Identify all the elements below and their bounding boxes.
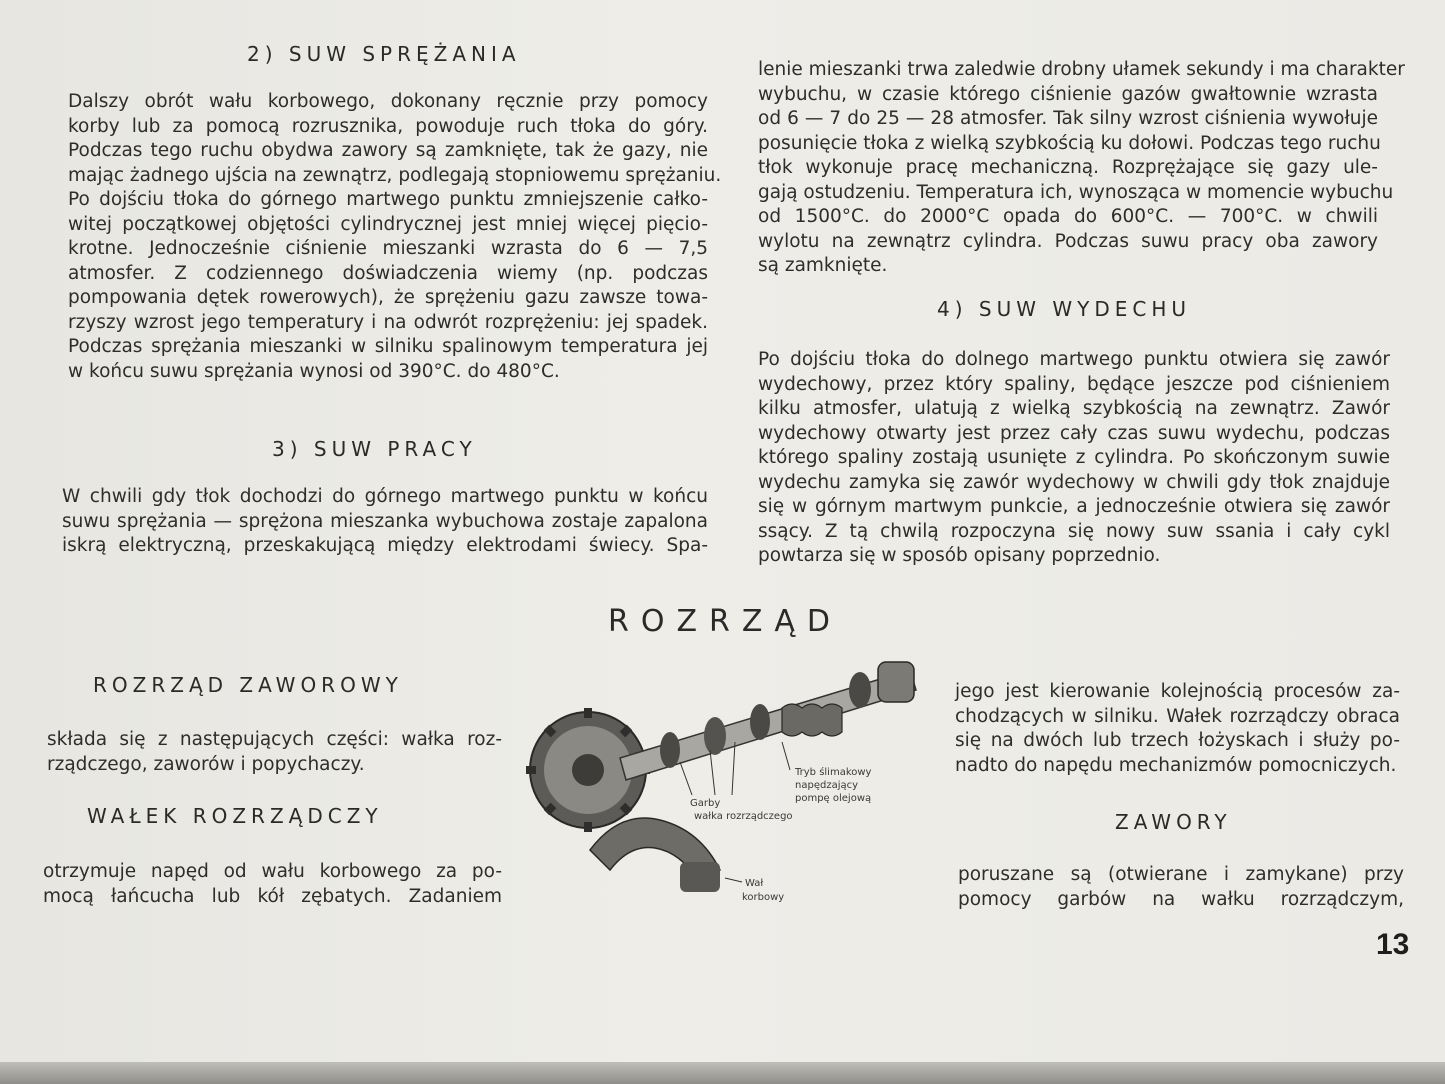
text-line: krotne. Jednocześnie ciśnienie mieszanki wzrasta do 6 — 7,5 — [68, 238, 708, 259]
label-garby-line1: Garby — [690, 798, 721, 809]
text-line: wybuchu, w czasie którego ciśnienie gazów gwałtownie wzrasta — [758, 83, 1378, 105]
text-line: pomocy garbów na wałku rozrządczym, — [958, 888, 1404, 910]
label-tryb-line2: napędzający — [795, 780, 859, 791]
text-line: Podczas sprężania mieszanki w silniku spalinowym temperatura jej — [68, 336, 708, 357]
text-line: nadto do napędu mechanizmów pomocniczych. — [955, 754, 1397, 776]
text-line: witej początkowej objętości cylindrycznej jest mniej więcej pięcio- — [68, 213, 708, 235]
paragraph-rozrzad-zaworowy — [47, 728, 502, 777]
paragraph-suw-sprezania — [68, 90, 722, 384]
paragraph-walek-zadanie — [955, 680, 1400, 778]
paragraph-zawory — [958, 863, 1404, 912]
text-line: w końcu suwu sprężania wynosi od 390°C. do 480°C. — [68, 360, 560, 382]
text-line: się w górnym martwym punkcie, a jednocześnie otwiera się zawór — [758, 496, 1390, 517]
text-line: składa się z następujących części: wałka roz- — [47, 729, 502, 750]
text-line: poruszane są (otwierane i zamykane) przy — [958, 864, 1404, 885]
heading-rozrzad: ROZRZĄD — [608, 604, 843, 639]
paragraph-suw-pracy-continued — [758, 58, 1405, 279]
text-line: rzyszy wzrost jego temperatury i na odwrót rozprężeniu: jej spadek. — [68, 311, 708, 333]
text-line: Po dojściu tłoka do górnego martwego punktu zmniejszenie całko- — [68, 189, 708, 210]
text-line: się na dwóch lub trzech łożyskach i służy po- — [955, 730, 1400, 751]
text-line: jego jest kierowanie kolejnością procesów za- — [955, 681, 1400, 702]
heading-suw-pracy: 3) SUW PRACY — [272, 437, 477, 461]
text-line: ssący. Z tą chwilą rozpoczyna się nowy suw ssania i cały cykl — [758, 520, 1390, 542]
heading-suw-wydechu: 4) SUW WYDECHU — [937, 297, 1192, 321]
paragraph-suw-pracy — [62, 485, 708, 559]
text-line: rządczego, zaworów i popychaczy. — [47, 753, 365, 775]
label-garby-line2: wałka rozrządczego — [694, 811, 793, 822]
text-line: gają ostudzeniu. Temperatura ich, wynosząca w momencie wybuchu — [758, 181, 1394, 203]
text-line: otrzymuje napęd od wału korbowego za po- — [43, 861, 502, 882]
text-line: którego spaliny zostają usunięte z cylindra. Po skończonym suwie — [758, 447, 1390, 468]
camshaft-icon — [620, 662, 916, 780]
heading-suw-sprezania: 2) SUW SPRĘŻANIA — [247, 42, 521, 66]
text-line: Dalszy obrót wału korbowego, dokonany ręcznie przy pomocy — [68, 91, 708, 112]
text-line: wydechowy otwarty jest przez cały czas suwu wydechu, podczas — [758, 422, 1390, 444]
text-line: iskrą elektryczną, przeskakującą między elektrodami świecy. Spa- — [62, 535, 708, 556]
label-wal-line2: korbowy — [742, 892, 785, 903]
crankshaft-icon — [590, 818, 720, 892]
text-line: tłok wykonuje pracę mechaniczną. Rozprężające się gazy ule- — [758, 157, 1378, 178]
text-line: wylotu na zewnątrz cylindra. Podczas suwu pracy oba zawory — [758, 230, 1378, 252]
text-line: kilku atmosfer, ulatują z wielką szybkością na zewnątrz. Zawór — [758, 398, 1390, 419]
text-line: mając żadnego ujścia na zewnątrz, podlegają stopniowemu sprężaniu. — [68, 164, 722, 186]
text-line: powtarza się w sposób opisany poprzednio. — [758, 545, 1161, 566]
camshaft-illustration — [520, 650, 940, 920]
text-line: wydechu zamyka się zawór wydechowy w chwili gdy tłok znajduje — [758, 471, 1390, 493]
text-line: suwu sprężania — sprężona mieszanka wybuchowa zostaje zapalona — [62, 510, 708, 532]
text-line: pompowania dętek rowerowych), że sprężeniu gazu zawsze towa- — [68, 287, 708, 308]
text-line: mocą łańcucha lub kół zębatych. Zadaniem — [43, 885, 502, 907]
text-line: są zamknięte. — [758, 255, 888, 276]
text-line: korby lub za pomocą rozrusznika, powoduje ruch tłoka do góry. — [68, 115, 708, 137]
text-line: atmosfer. Z codziennego doświadczenia wiemy (np. podczas — [68, 262, 708, 284]
paragraph-walek-rozrzadczy — [43, 860, 502, 909]
paragraph-suw-wydechu — [758, 348, 1390, 569]
text-line: Podczas tego ruchu obydwa zawory są zamknięte, tak że gazy, nie — [68, 140, 708, 161]
text-line: posunięcie tłoka z wielką szybkością ku dołowi. Podczas tego ruchu — [758, 132, 1381, 154]
text-line: od 6 — 7 do 25 — 28 atmosfer. Tak silny wzrost ciśnienia wywołuje — [758, 108, 1378, 129]
label-wal-line1: Wał — [745, 878, 764, 889]
label-tryb-line3: pompę olejową — [795, 793, 872, 804]
text-line: lenie mieszanki trwa zaledwie drobny ułamek sekundy i ma charakter — [758, 59, 1405, 80]
heading-rozrzad-zaworowy: ROZRZĄD ZAWOROWY — [93, 673, 403, 697]
label-tryb-line1: Tryb ślimakowy — [795, 767, 872, 778]
heading-walek-rozrzadczy: WAŁEK ROZRZĄDCZY — [87, 804, 383, 828]
text-line: wydechowy, przez który spaliny, będące jeszcze pod ciśnieniem — [758, 373, 1390, 395]
heading-zawory: ZAWORY — [1115, 810, 1232, 834]
text-line: chodzących w silniku. Wałek rozrządczy obraca — [955, 705, 1400, 727]
text-line: od 1500°C. do 2000°C opada do 600°C. — 700°C. w chwili — [758, 206, 1378, 227]
page-number: 13 — [1376, 928, 1410, 961]
text-line: W chwili gdy tłok dochodzi do górnego martwego punktu w końcu — [62, 486, 708, 507]
text-line: Po dojściu tłoka do dolnego martwego punktu otwiera się zawór — [758, 349, 1390, 370]
page-bottom-edge — [0, 1062, 1445, 1084]
